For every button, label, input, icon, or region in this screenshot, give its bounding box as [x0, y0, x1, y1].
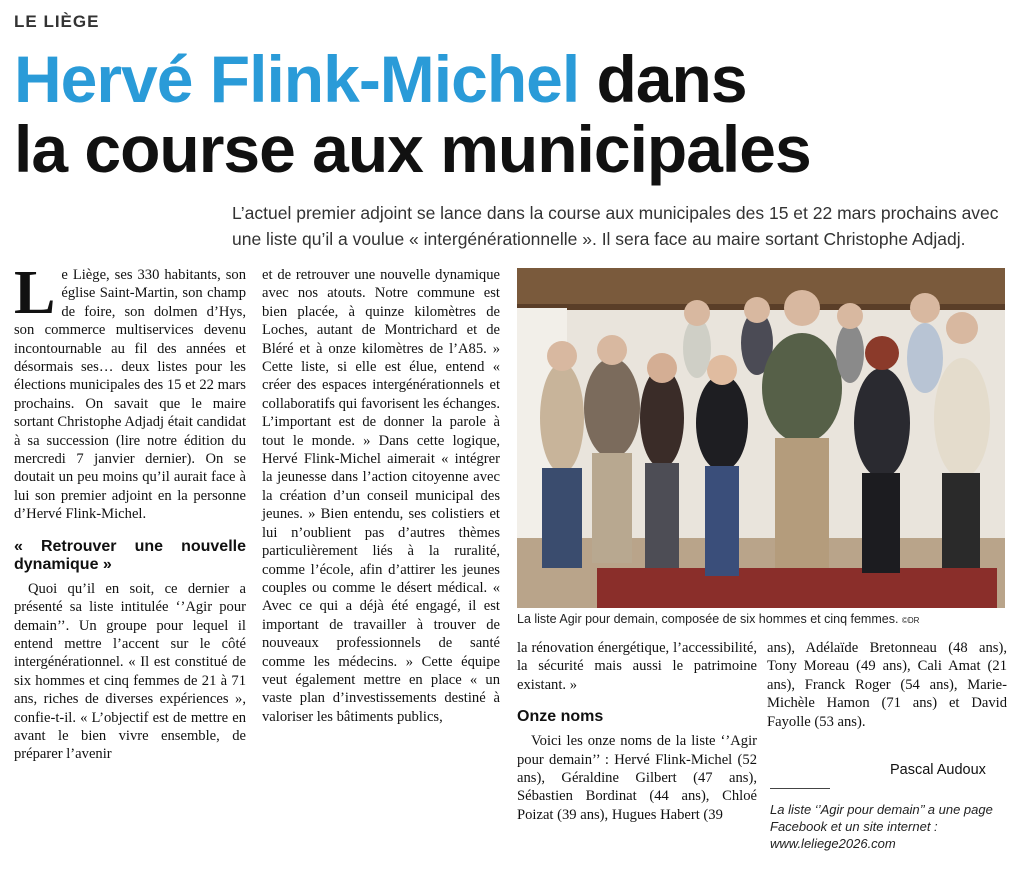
caption-text: La liste Agir pour demain, composée de six hommes et cinq femmes. — [517, 612, 899, 626]
names-continued: ans), Adélaïde Bretonneau (48 ans), Tony Moreau (49 ans), Cali Amat (21 ans), Franck Roger (54 ans), Marie-Michèle Hamon (71 ans) et David Fayolle (53 ans). — [767, 640, 1007, 730]
intro-paragraph: e Liège, ses 330 habitants, son église Saint-Martin, son champ de foire, son dolmen d’Hys, son commerce multiservices devenu incontournable au fil des années et désormais ses… deux listes pour les élections municipales des 15 et 22 mars prochains. On savait que le maire sortant Christophe Adjadj était candidat à sa succession (lire notre édition du mercredi 7 janvier dernier). On se doutait un peu moins qu’il aurait face à lui son premier adjoint en la personne d’Hervé Flink-Michel. — [14, 267, 246, 523]
drop-cap: L — [14, 259, 56, 327]
standfirst: L’actuel premier adjoint se lance dans la course aux municipales des 15 et 22 mars prochains avec une liste qu’il a voulue « intergénérationnelle ». Il sera face au maire sortant Christophe Adjadj. — [232, 203, 999, 249]
headline-line2: la course aux municipales — [14, 112, 811, 186]
photo-credit: ©DR — [901, 616, 920, 625]
author-byline: Pascal Audoux — [890, 762, 986, 778]
body-paragraph: Quoi qu’il en soit, ce dernier a présenté sa liste intitulée ‘’Agir pour demain’’. Un groupe pour lequel il entend mettre l’accent sur le côté intergénérationnel. « Il est constitué de six hommes et cinq femmes de 21 à 71 ans, riches de diverses expériences », confie-t-il. « L’objectif est de mettre en avant le bien vivre ensemble, de préparer l’avenir — [14, 580, 246, 763]
section-kicker: LE LIÈGE — [14, 12, 100, 31]
headline-highlight: Hervé Flink-Michel — [14, 42, 580, 116]
article-column-2 — [262, 266, 500, 726]
headline-rest: dans — [579, 42, 747, 116]
headline — [14, 44, 1014, 184]
names-paragraph: Voici les onze noms de la liste ‘’Agir pour demain’’ : Hervé Flink-Michel (52 ans), Géraldine Gilbert (47 ans), Sébastien Bordinat (44 ans), Chloé Poizat (39 ans), Hugues Habert (39 — [517, 733, 757, 823]
note-separator — [770, 788, 830, 789]
photo-caption — [517, 612, 1007, 626]
body-paragraph: la rénovation énergétique, l’accessibilité, la sécurité mais aussi le patrimoine existant. » — [517, 640, 757, 693]
article-column-3 — [517, 639, 757, 824]
group-photo — [517, 268, 1005, 608]
body-paragraph: et de retrouver une nouvelle dynamique avec nos atouts. Notre commune est bien placée, à quinze kilomètres de Loches, autant de Montrichard et de Bléré et à onze kilomètres de l’A85. » Cette liste, si elle est élue, entend « créer des espaces intergénérationnels et collaboratifs qui favorisent les échanges. L’important est de donner la parole à tout le monde. » Dans cette logique, Hervé Flink-Michel aimerait « intégrer la jeunesse dans l’action citoyenne avec la création d’un conseil municipal des jeunes. » Bien entendu, ses colistiers et lui n’oublient pas d’autres thèmes particulièrement liés à la ruralité, comme l’école, afin d’attirer les jeunes couples ou comme le désert médical. « Avec ce qui a déjà été engagé, il est important de travailler à trouver de nouveaux professionnels de santé comme les médecins. » Cette équipe veut également mettre en place « un vaste plan d’investissements destiné à valoriser les bâtiments publics, — [262, 267, 500, 725]
group-photo-illustration — [517, 268, 1005, 608]
subhead-dynamique: « Retrouver une nouvelle dynamique » — [14, 537, 246, 573]
subhead-onze-noms: Onze noms — [517, 708, 604, 726]
article-column-4 — [767, 639, 1007, 731]
article-column-1 — [14, 259, 246, 764]
website-note: La liste ‘’Agir pour demain’’ a une page Facebook et un site internet : www.leliege2026.com — [770, 802, 993, 851]
